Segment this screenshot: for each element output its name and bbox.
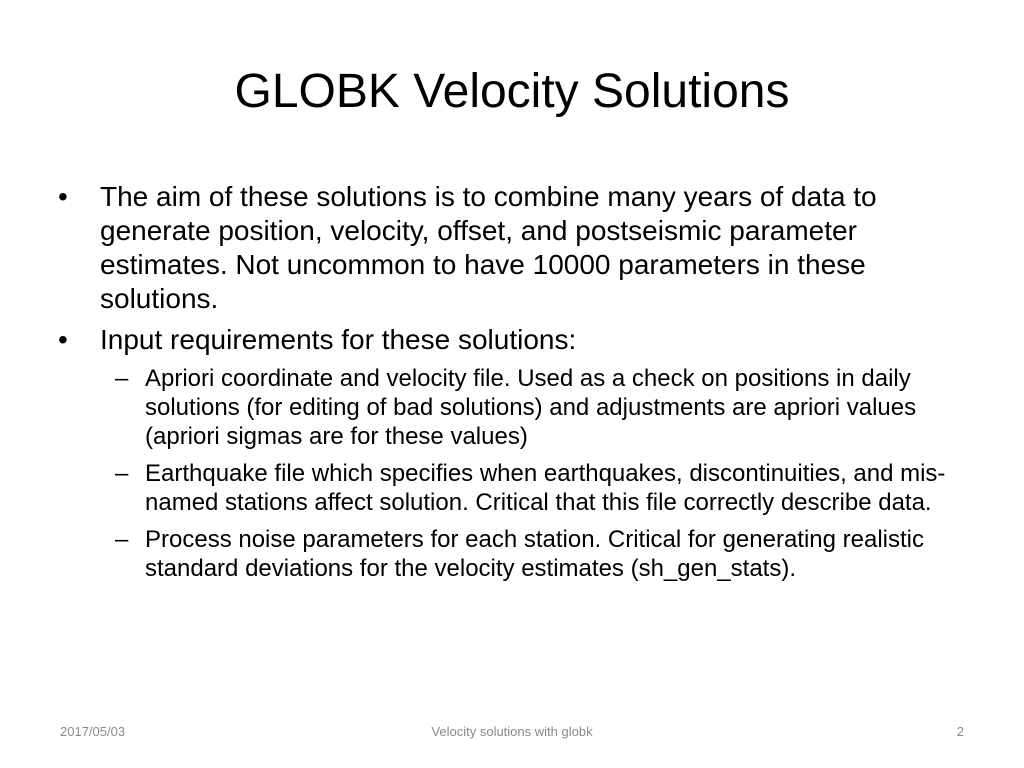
slide-content: [56, 180, 976, 591]
footer-page-number: 2: [956, 724, 964, 739]
sub-bullet-item: [115, 525, 976, 583]
bullet-marker: •: [58, 181, 68, 212]
sub-bullet-marker: –: [115, 365, 129, 392]
sub-bullet-text: Process noise parameters for each station. Critical for generating realistic standard deviations for the velocity estimates (sh_gen_stats).: [145, 526, 925, 582]
footer-date: 2017/05/03: [60, 724, 126, 739]
sub-bullet-item: [115, 459, 976, 517]
slide-title: GLOBK Velocity Solutions: [234, 65, 790, 118]
bullet-marker: •: [58, 324, 68, 355]
sub-bullet-marker: –: [115, 460, 129, 487]
sub-bullet-item: [115, 364, 976, 451]
sub-bullet-marker: –: [115, 526, 129, 553]
bullet-item: [56, 180, 976, 316]
bullet-item: [56, 323, 976, 357]
footer-title: Velocity solutions with globk: [431, 724, 593, 739]
bullet-text: Input requirements for these solutions:: [100, 324, 577, 355]
sub-bullet-text: Apriori coordinate and velocity file. Used as a check on positions in daily solutions (for editing of bad solutions) and adjustments are apriori values (apriori sigmas are for these values): [145, 365, 917, 450]
sub-bullet-text: Earthquake file which specifies when earthquakes, discontinuities, and mis-named stations affect solution. Critical that this file correctly describe data.: [145, 460, 946, 516]
bullet-text: The aim of these solutions is to combine many years of data to generate position, velocity, offset, and postseismic parameter estimates. Not uncommon to have 10000 parameters in these solutions.: [100, 181, 877, 314]
